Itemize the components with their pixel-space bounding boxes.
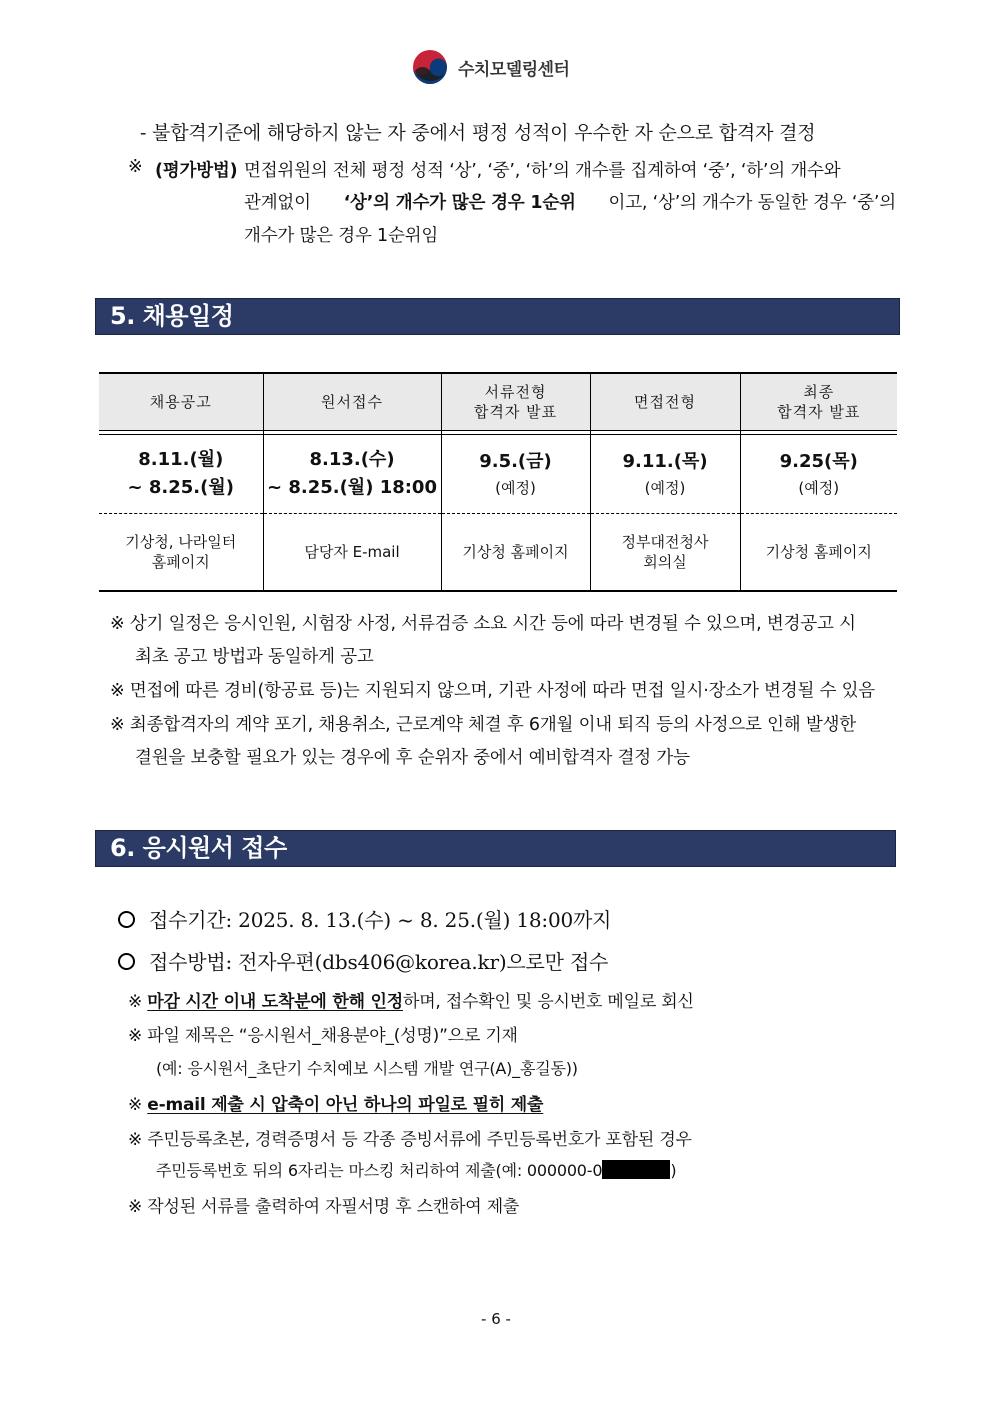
apply-note-1-bold: 마감 시간 이내 도착분에 한해 인정 — [147, 992, 403, 1012]
date-cell: 9.5.(금) (예정) — [441, 435, 590, 514]
date-cell: 9.25(목) (예정) — [740, 435, 897, 514]
apply-note-4: ※ 주민등록초본, 경력증명서 등 각종 증빙서류에 주민등록번호가 포함된 경우 — [128, 1130, 692, 1150]
method-text: 접수방법: 전자우편(dbs406@korea.kr)으로만 접수 — [149, 950, 609, 974]
period-text: 접수기간: 2025. 8. 13.(수) ~ 8. 25.(월) 18:00까지 — [149, 908, 612, 932]
schedule-dates-row — [99, 435, 897, 514]
place-cell: 기상청, 나라일터 홈페이지 — [99, 514, 263, 592]
section-5-header: 5. 채용일정 — [95, 298, 900, 335]
intro-note-mark: ※ — [128, 157, 143, 177]
page-number: - 6 - — [481, 1310, 511, 1328]
schedule-note-1: ※ 상기 일정은 응시인원, 시험장 사정, 서류검증 소요 시간 등에 따라 변경될 수 있으며, 변경공고 시 — [110, 614, 856, 634]
schedule-note-1-cont: 최초 공고 방법과 동일하게 공고 — [135, 647, 374, 667]
apply-note-2-example: (예: 응시원서_초단기 수치예보 시스템 개발 연구(A)_홍길동)) — [156, 1059, 578, 1078]
masked-id-block — [602, 1160, 670, 1179]
intro-note-line1: 면접위원의 전체 평정 성적 ‘상’, ‘중’, ‘하’의 개수를 집계하여 ‘중’, ‘하’의 개수와 — [244, 161, 841, 181]
intro-note-line2-bold: ‘상’의 개수가 많은 경우 1순위 — [343, 193, 576, 213]
intro-line: - 불합격기준에 해당하지 않는 자 중에서 평정 성적이 우수한 자 순으로 합격자 결정 — [140, 122, 816, 144]
method-item — [118, 946, 608, 975]
apply-note-1: ※ 마감 시간 이내 도착분에 한해 인정하며, 접수확인 및 응시번호 메일로 회신 — [128, 992, 694, 1012]
apply-note-3-bold: e-mail 제출 시 압축이 아닌 하나의 파일로 필히 제출 — [147, 1095, 544, 1115]
period-item — [118, 904, 611, 933]
header-cell: 면접전형 — [590, 373, 740, 431]
taegeuk-logo-icon — [410, 47, 450, 87]
apply-note-1-rest: 하며, 접수확인 및 응시번호 메일로 회신 — [402, 992, 694, 1012]
place-cell: 기상청 홈페이지 — [740, 514, 897, 592]
header-cell: 서류전형 합격자 발표 — [441, 373, 590, 431]
schedule-note-3-cont: 결원을 보충할 필요가 있는 경우에 후 순위자 중에서 예비합격자 결정 가능 — [135, 748, 690, 768]
intro-note-line2-pre: 관계없이 — [244, 193, 311, 213]
hollow-circle-bullet-icon — [118, 953, 135, 970]
place-cell: 정부대전청사 회의실 — [590, 514, 740, 592]
intro-note-label: (평가방법) — [155, 161, 238, 181]
date-cell: 8.13.(수) ~ 8.25.(월) 18:00 — [263, 435, 441, 514]
logo-text: 수치모델링센터 — [458, 59, 570, 80]
header-cell: 원서접수 — [263, 373, 441, 431]
intro-note-line2-post: 이고, ‘상’의 개수가 동일한 경우 ‘중’의 — [608, 193, 896, 213]
schedule-table — [99, 372, 897, 592]
intro-note-line3: 개수가 많은 경우 1순위임 — [244, 226, 439, 246]
schedule-header-row — [99, 373, 897, 431]
apply-note-2: ※ 파일 제목은 “응시원서_채용분야_(성명)”으로 기재 — [128, 1026, 518, 1046]
section-6-header: 6. 응시원서 접수 — [95, 830, 896, 867]
place-cell: 기상청 홈페이지 — [441, 514, 590, 592]
apply-note-3: ※ e-mail 제출 시 압축이 아닌 하나의 파일로 필히 제출 — [128, 1095, 544, 1115]
place-cell: 담당자 E-mail — [263, 514, 441, 592]
schedule-note-2: ※ 면접에 따른 경비(항공료 등)는 지원되지 않으며, 기관 사정에 따라 면접 일시·장소가 변경될 수 있음 — [110, 681, 876, 701]
schedule-note-3: ※ 최종합격자의 계약 포기, 채용취소, 근로계약 체결 후 6개월 이내 퇴직 등의 사정으로 인해 발생한 — [110, 715, 856, 735]
apply-note-4-cont: 주민등록번호 뒤의 6자리는 마스킹 처리하여 제출(예: 000000-0 ) — [156, 1161, 677, 1180]
apply-note-5: ※ 작성된 서류를 출력하여 자필서명 후 스캔하여 제출 — [128, 1197, 520, 1217]
header-logo — [410, 47, 569, 87]
date-cell: 9.11.(목) (예정) — [590, 435, 740, 514]
hollow-circle-bullet-icon — [118, 911, 135, 928]
header-cell: 최종 합격자 발표 — [740, 373, 897, 431]
intro-note-line2 — [244, 189, 896, 214]
schedule-place-row — [99, 514, 897, 592]
date-cell: 8.11.(월) ~ 8.25.(월) — [99, 435, 263, 514]
header-cell: 채용공고 — [99, 373, 263, 431]
